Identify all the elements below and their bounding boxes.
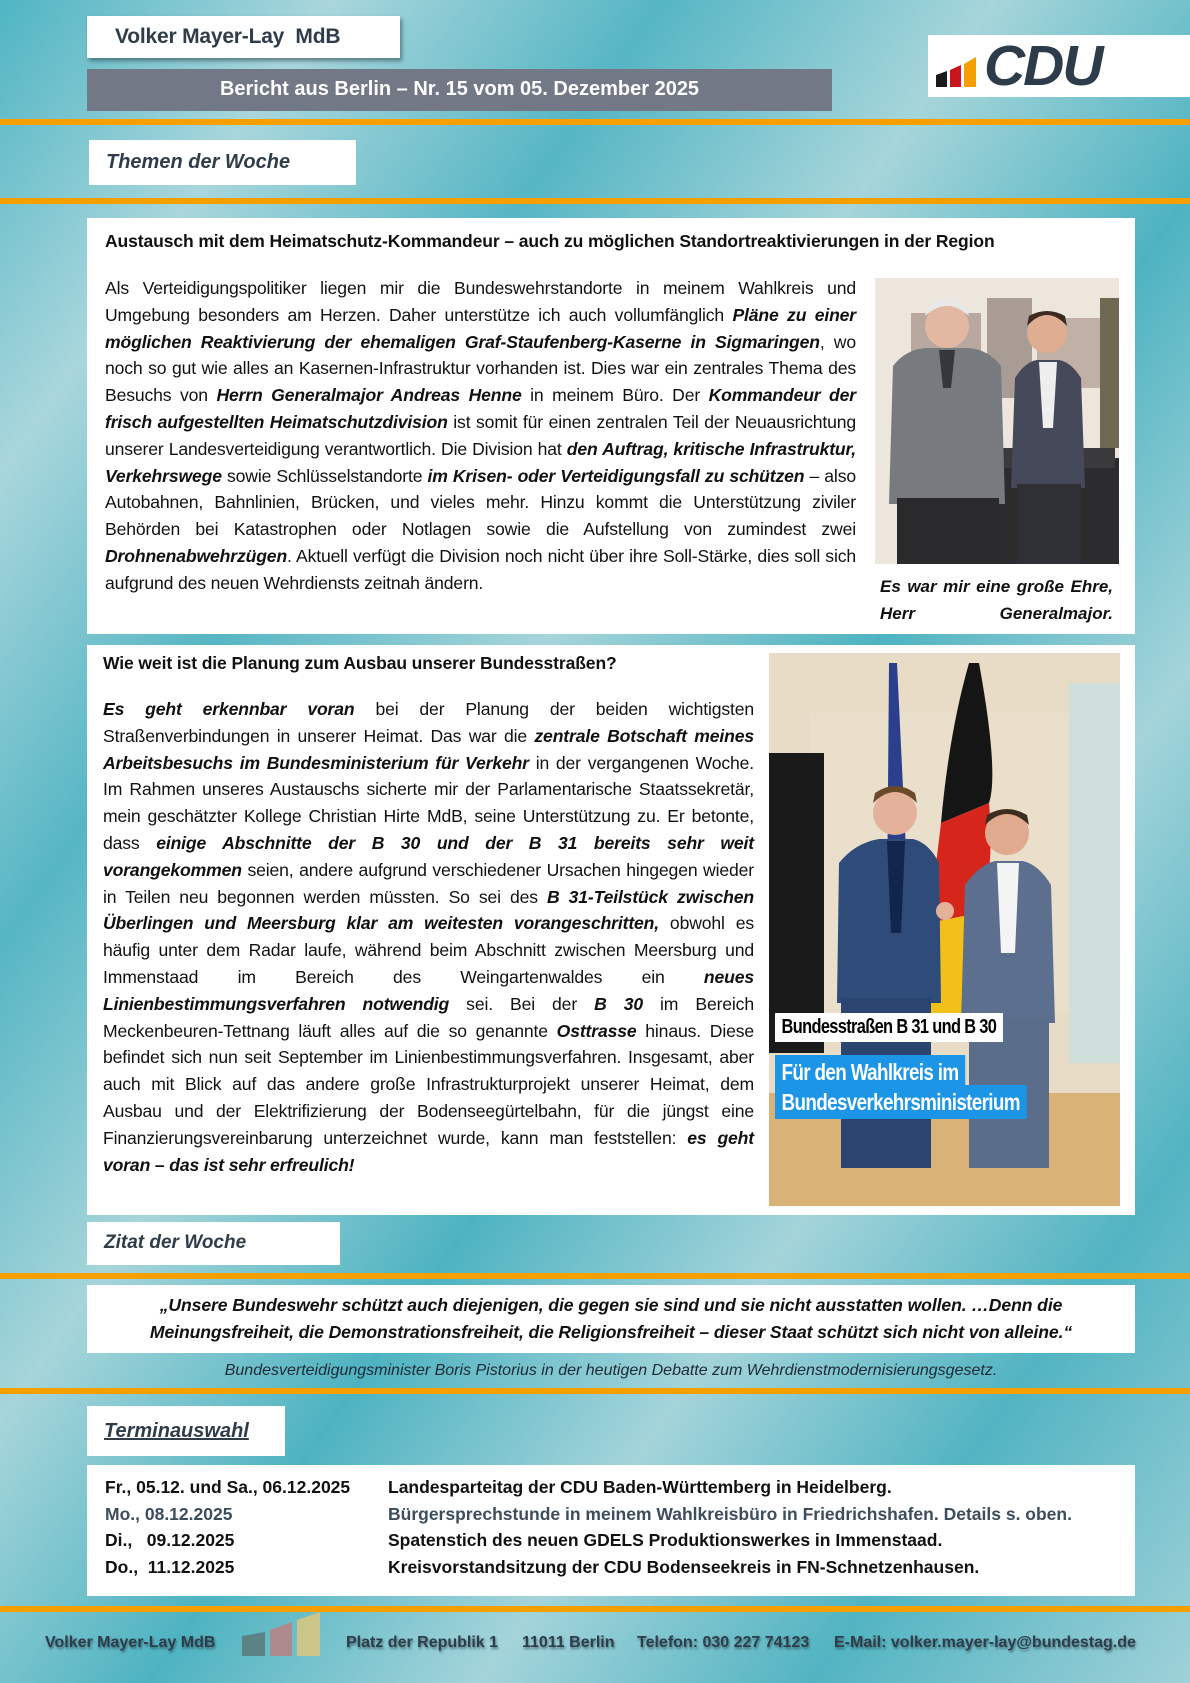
article-body: [105, 275, 856, 597]
footer-email[interactable]: E-Mail: volker.mayer-lay@bundestag.de: [834, 1634, 1136, 1651]
article-title: Wie weit ist die Planung zum Ausbau unserer Bundesstraßen?: [103, 653, 617, 673]
body-text-run: in meinem Büro. Der: [521, 385, 709, 406]
author-name: Volker Mayer-Lay MdB: [115, 25, 341, 48]
body-text-run: sei. Bei der: [449, 993, 595, 1014]
newsletter-subtitle: Bericht aus Berlin – Nr. 15 vom 05. Dezember 2025: [219, 78, 700, 100]
section-tab-themen: [89, 140, 356, 185]
body-text-run: . Aktuell verfügt die Division noch nicht über ihre Soll-Stärke, dies soll sich aufgrund des neuen Wehrdiensts zeitnah ändern.: [105, 545, 856, 593]
body-text-run: obwohl es häufig unter dem Radar laufe, während beim Abschnitt zwischen Meersburg und Immenstaad im Bereich des Weingartenwaldes ein: [103, 913, 754, 987]
termin-date: Mo., 08.12.2025: [105, 1503, 233, 1524]
emphasis-text: im Krisen- oder Verteidigungsfall zu schützen: [427, 465, 805, 486]
body-text-run: im Bereich Meckenbeuren-Tettnang läuft alles auf die so genannte: [103, 993, 754, 1041]
body-text-run: bei der Planung der beiden wichtigsten Straßenverbindungen in unserer Heimat. Das war die: [103, 699, 755, 746]
body-text-run: in der vergangenen Woche. Im Rahmen unseres Austauschs sicherte mir der Parlamentarische Staatssekretär, mein geschätzter Kollege Christian Hirte MdB, seine Unterstützung zu. Er betonte, dass: [103, 752, 754, 853]
cdu-logo-bars-icon: [936, 57, 978, 87]
section-title: Terminauswahl: [104, 1420, 249, 1442]
termin-date: Fr., 05.12. und Sa., 06.12.2025: [105, 1477, 351, 1497]
body-text-run: – also Autobahnen, Bahnlinien, Brücken, und vieles mehr. Hinzu kommt die Unterstützung ziviler Behörden bei Katastrophen oder Notlagen sowie die Aufstellung von zumindest zwei: [105, 465, 856, 540]
footer-logo-bars-icon: [240, 1612, 322, 1658]
cdu-logo-text: CDU: [984, 34, 1102, 98]
photo-general-meeting-image: [875, 278, 1119, 564]
photo-general-meeting: [875, 278, 1119, 564]
section-title: Zitat der Woche: [104, 1232, 247, 1253]
emphasis-text: einige Abschnitte der B 30 und der B 31 bereits sehr weit vorangekommen: [103, 832, 754, 880]
cdu-logo: [928, 35, 1190, 97]
article-card-heimatschutz: [87, 218, 1135, 634]
article-title: Austausch mit dem Heimatschutz-Kommandeur – auch zu möglichen Standortreaktivierungen in der Region: [105, 231, 995, 251]
section-tab-termine: [87, 1406, 285, 1456]
emphasis-text: B 30: [594, 993, 643, 1014]
body-text-run: sowie Schlüsselstandorte: [221, 465, 428, 486]
footer-name: Volker Mayer-Lay MdB: [45, 1634, 216, 1651]
emphasis-text: Kommandeur der frisch aufgestellten Heimatschutzdivision: [105, 385, 856, 432]
quote-line: „Unsere Bundeswehr schützt auch diejenigen, die gegen sie sind und sie nicht ausstatten wollen. …Denn die: [159, 1295, 1063, 1315]
body-text-run: seien, andere aufgrund verschiedener Ursachen hingegen wieder in Teilen neu begonnen werden müssten. So sei des: [103, 859, 754, 907]
body-text-run: ist somit für einen zentralen Teil der Neuausrichtung unserer Landesverteidigung verantwortlich. Die Division hat: [105, 411, 856, 459]
quote-line: Meinungsfreiheit, die Demonstrationsfreiheit, die Religionsfreiheit – dieser Staat schützt sich nicht von alleine.“: [149, 1322, 1073, 1342]
photo-overlay-line: Für den Wahlkreis im: [775, 1055, 965, 1089]
photo-ministry-visit: [769, 653, 1120, 1206]
termin-description: Landesparteitag der CDU Baden-Württemberg in Heidelberg.: [388, 1477, 892, 1497]
divider-line: [0, 198, 1190, 204]
body-text-run: Als Verteidigungspolitiker liegen mir die Bundeswehrstandorte in meinem Wahlkreis und Umgebung besonders am Herzen. Daher unterstütze ich auch vollumfänglich: [105, 278, 856, 325]
photo-ministry-visit-image: [769, 653, 1120, 1206]
body-text-run: , wo noch so gut wie alles an Kasernen-Infrastruktur vorhanden ist. Dies war ein zentrales Thema des Besuchs von: [105, 331, 856, 406]
divider-line: [0, 119, 1190, 125]
divider-line: [0, 1606, 1190, 1612]
emphasis-text: es geht voran – das ist sehr erfreulich!: [103, 1127, 754, 1175]
emphasis-text: zentrale Botschaft meines Arbeitsbesuchs im Bundesministerium für Verkehr: [103, 725, 754, 773]
section-title: Themen der Woche: [106, 151, 291, 173]
emphasis-text: den Auftrag, kritische Infrastruktur, Verkehrswege: [105, 438, 856, 486]
divider-line: [0, 1388, 1190, 1394]
emphasis-text: neues Linienbestimmungsverfahren notwendig: [103, 966, 754, 1014]
divider-line: [0, 1273, 1190, 1279]
emphasis-text: Osttrasse: [556, 1020, 637, 1041]
termin-description: Kreisvorstandsitzung der CDU Bodenseekreis in FN-Schnetzenhausen.: [388, 1556, 980, 1577]
emphasis-text: Herrn Generalmajor Andreas Henne: [216, 385, 522, 406]
body-text-run: hinaus. Diese befindet sich nun seit September im Linienbestimmungsverfahren. Insgesamt, aber auch mit Blick auf das andere große Infrastrukturprojekt unserer Heimat, dem Ausbau und der Elektrifizierung der Bodenseegürtelbahn, für die jüngst eine Finanzierungsvereinbarung unterzeichnet wurde, kann man feststellen:: [103, 1020, 755, 1148]
footer-city: 11011 Berlin: [522, 1634, 615, 1651]
photo-caption: Es war mir eine große Ehre, Herr Generalmajor.: [880, 577, 1113, 623]
section-tab-zitat: [87, 1222, 340, 1265]
termin-date: Di., 09.12.2025: [105, 1530, 235, 1550]
termin-date: Do., 11.12.2025: [105, 1556, 235, 1577]
author-name-box: [87, 16, 400, 58]
quote-card: [87, 1285, 1135, 1353]
newsletter-subtitle-bar: [87, 69, 832, 111]
emphasis-text: Drohnenabwehrzügen: [105, 545, 288, 566]
emphasis-text: B 31-Teilstück zwischen Überlingen und Meersburg klar am weitesten vorangeschritten,: [103, 886, 754, 934]
photo-overlay-title: Bundesstraßen B 31 und B 30: [775, 1013, 1003, 1042]
emphasis-text: Pläne zu einer möglichen Reaktivierung der ehemaligen Graf-Staufenberg-Kaserne in Sigmaringen: [105, 304, 856, 352]
termin-description: Bürgersprechstunde in meinem Wahlkreisbüro in Friedrichshafen. Details s. oben.: [388, 1503, 1072, 1524]
article-card-bundesstrassen: [87, 645, 1135, 1215]
article-body: [103, 696, 754, 1178]
emphasis-text: Es geht erkennbar voran: [103, 699, 355, 719]
footer-phone: Telefon: 030 227 74123: [637, 1634, 810, 1651]
termin-description: Spatenstich des neuen GDELS Produktionswerkes in Immenstaad.: [388, 1530, 943, 1550]
photo-overlay-line: Bundesverkehrsministerium: [775, 1085, 1026, 1119]
quote-source: Bundesverteidigungsminister Boris Pistorius in der heutigen Debatte zum Wehrdienstmodernisierungsgesetz.: [224, 1362, 998, 1379]
footer-address: Platz der Republik 1: [346, 1634, 499, 1651]
